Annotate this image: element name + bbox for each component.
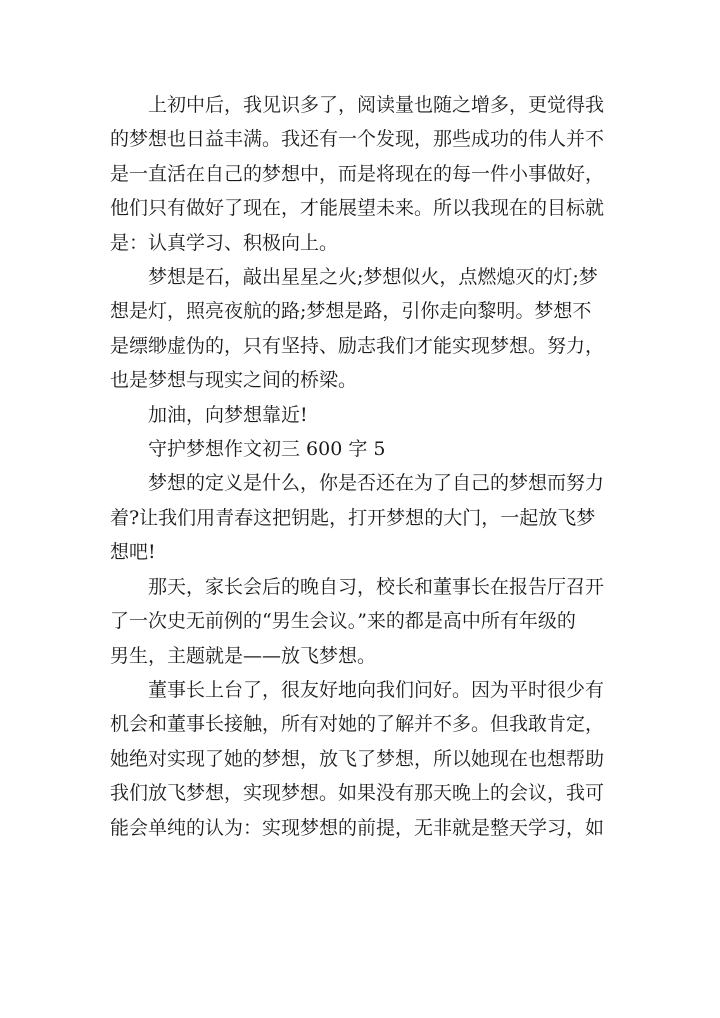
paragraph-dream-metaphor: 梦想是石，敲出星星之火;梦想似火，点燃熄灭的灯;梦 想是灯，照亮夜航的路;梦想是路，引你走向黎明。梦想不 是缥缈虚伪的，只有坚持、励志我们才能实现梦想。努力， 也是梦想与现实之间的桥梁。	[110, 266, 605, 392]
document-body	[110, 88, 614, 845]
essay-heading: 守护梦想作文初三 600 字 5	[148, 438, 386, 461]
paragraph-meeting: 那天，家长会后的晚自习，校长和董事长在报告厅召开 了一次史无前例的“男生会议。”来的都是高中所有年级的 男生，主题就是——放飞梦想。	[110, 575, 605, 667]
paragraph-definition: 梦想的定义是什么，你是否还在为了自己的梦想而努力 着?让我们用青春这把钥匙，打开梦想的大门，一起放飞梦 想吧!	[110, 472, 605, 564]
paragraph-junior-high: 上初中后，我见识多了，阅读量也随之增多，更觉得我 的梦想也日益丰满。我还有一个发现，那些成功的伟人并不 是一直活在自己的梦想中，而是将现在的每一件小事做好， 他们只有做好了现在，才能展望未来。所以我现在的目标就 是：认真学习、积极向上。	[110, 94, 605, 254]
paragraph-encouragement: 加油，向梦想靠近!	[148, 403, 308, 426]
paragraph-chairman: 董事长上台了，很友好地向我们问好。因为平时很少有 机会和董事长接触，所有对她的了解并不多。但我敢肯定， 她绝对实现了她的梦想，放飞了梦想，所以她现在也想帮助 我们放飞梦想，实现梦想。如果没有那天晚上的会议，我可 能会单纯的认为：实现梦想的前提，无非就是整天学习，如	[110, 678, 605, 839]
